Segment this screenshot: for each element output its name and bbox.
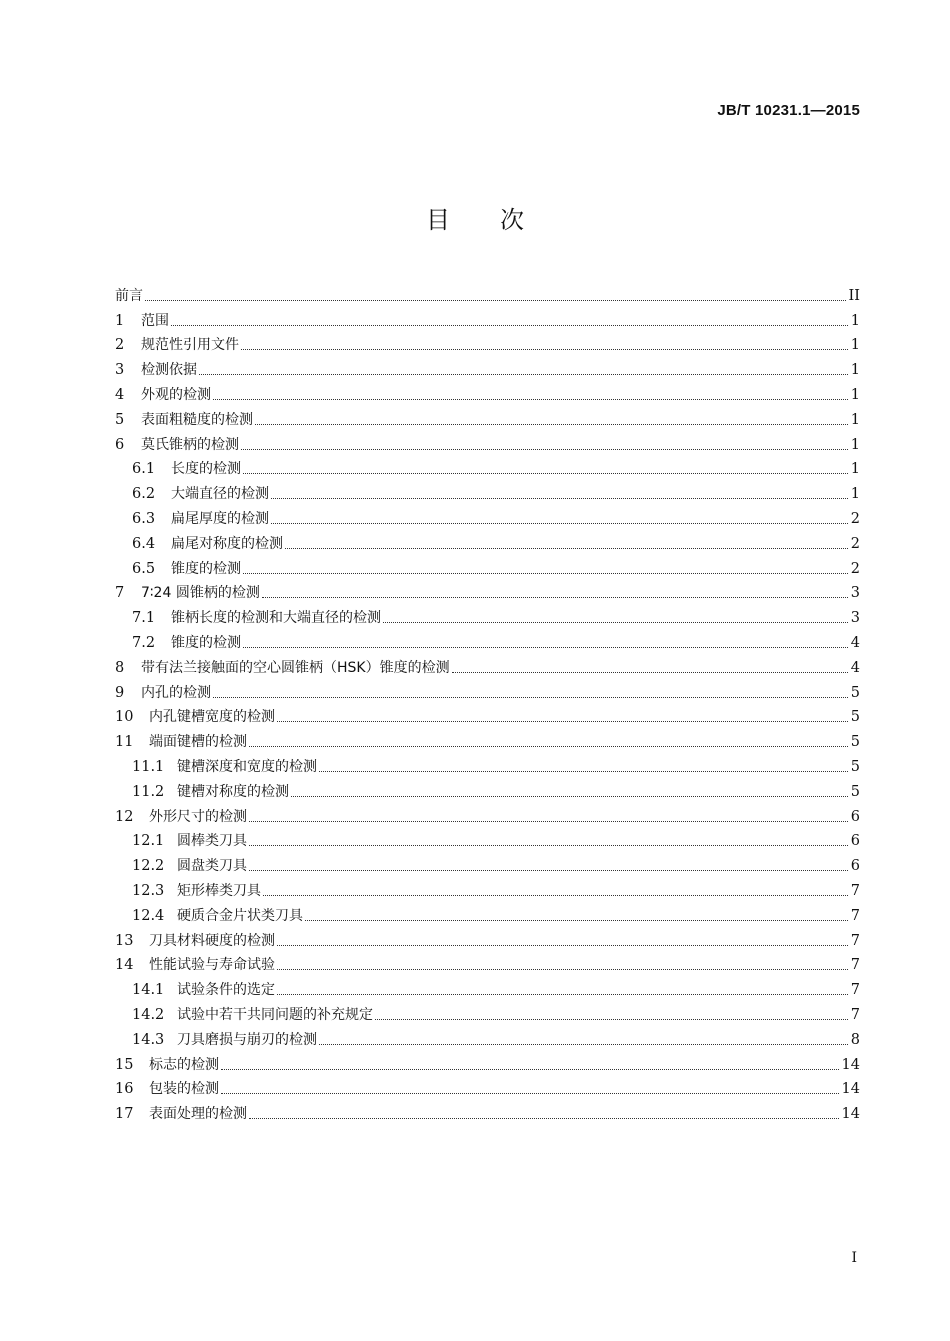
toc-entry-title: 扁尾对称度的检测 bbox=[171, 535, 283, 552]
toc-dot-leader bbox=[291, 796, 848, 797]
toc-dot-leader bbox=[375, 1019, 848, 1020]
toc-dot-leader bbox=[319, 771, 848, 772]
toc-entry[interactable] bbox=[115, 627, 860, 652]
toc-entry-number: 14.3 bbox=[132, 1031, 165, 1048]
toc-entry[interactable] bbox=[115, 305, 860, 330]
toc-entry-page: 1 bbox=[850, 486, 860, 503]
toc-entry[interactable] bbox=[115, 454, 860, 479]
toc-dot-leader bbox=[277, 721, 848, 722]
toc-entry-page: 2 bbox=[850, 560, 860, 577]
toc-dot-leader bbox=[249, 821, 848, 822]
toc-dot-leader bbox=[213, 399, 848, 400]
toc-entry[interactable] bbox=[115, 677, 860, 702]
toc-entry-page: 7 bbox=[850, 907, 860, 924]
toc-entry-title: 标志的检测 bbox=[149, 1056, 219, 1073]
toc-entry[interactable] bbox=[115, 875, 860, 900]
toc-entry-title: 圆盘类刀具 bbox=[177, 858, 247, 875]
toc-entry-title: 内孔的检测 bbox=[141, 684, 211, 701]
toc-entry-page: 8 bbox=[850, 1031, 860, 1048]
toc-entry-page: 7 bbox=[850, 1006, 860, 1023]
toc-entry-title: 表面粗糙度的检测 bbox=[141, 411, 253, 428]
toc-entry-number: 1 bbox=[115, 312, 125, 329]
toc-dot-leader bbox=[243, 473, 848, 474]
toc-entry-title: 矩形棒类刀具 bbox=[177, 882, 261, 899]
toc-entry[interactable] bbox=[115, 950, 860, 975]
toc-entry-page: 1 bbox=[850, 337, 860, 354]
toc-entry-number: 11.2 bbox=[132, 783, 165, 800]
toc-entry[interactable] bbox=[115, 974, 860, 999]
toc-entry-number: 4 bbox=[115, 386, 125, 403]
toc-entry-page: 5 bbox=[850, 734, 860, 751]
toc-entry-page: 5 bbox=[850, 709, 860, 726]
toc-entry-title: 端面键槽的检测 bbox=[149, 734, 247, 751]
toc-dot-leader bbox=[277, 994, 848, 995]
toc-dot-leader bbox=[249, 746, 848, 747]
toc-entry-title: 试验中若干共同问题的补充规定 bbox=[177, 1006, 373, 1023]
toc-entry-page: 6 bbox=[850, 858, 860, 875]
toc-entry-page: 2 bbox=[850, 535, 860, 552]
toc-entry-title: 键槽对称度的检测 bbox=[177, 783, 289, 800]
toc-dot-leader bbox=[277, 969, 848, 970]
toc-entry-title: 大端直径的检测 bbox=[171, 486, 269, 503]
toc-entry-page: 4 bbox=[850, 634, 860, 651]
toc-entry-number: 14 bbox=[115, 957, 134, 974]
toc-entry-number: 13 bbox=[115, 932, 134, 949]
toc-entry-title: 规范性引用文件 bbox=[141, 337, 239, 354]
toc-entry-page: 7 bbox=[850, 982, 860, 999]
toc-entry[interactable] bbox=[115, 330, 860, 355]
toc-entry-title: 刀具磨损与崩刃的检测 bbox=[177, 1031, 317, 1048]
toc-entry-title: 范围 bbox=[141, 312, 169, 329]
toc-dot-leader bbox=[221, 1093, 839, 1094]
toc-dot-leader bbox=[243, 573, 848, 574]
toc-entry-page: 6 bbox=[850, 833, 860, 850]
toc-dot-leader bbox=[452, 672, 848, 673]
toc-entry[interactable] bbox=[115, 900, 860, 925]
toc-entry-title: 包装的检测 bbox=[149, 1081, 219, 1098]
toc-entry-page: 6 bbox=[850, 808, 860, 825]
toc-entry-title: 刀具材料硬度的检测 bbox=[149, 932, 275, 949]
page-title: 目次 bbox=[426, 206, 574, 234]
toc-entry-title: 表面处理的检测 bbox=[149, 1106, 247, 1123]
toc-entry-page: 1 bbox=[850, 312, 860, 329]
toc-entry-page: 2 bbox=[850, 510, 860, 527]
toc-entry-title: 硬质合金片状类刀具 bbox=[177, 907, 303, 924]
toc-entry-page: 3 bbox=[850, 610, 860, 627]
toc-dot-leader bbox=[262, 597, 848, 598]
toc-entry-page: 5 bbox=[850, 758, 860, 775]
toc-entry-page: 14 bbox=[841, 1056, 860, 1073]
toc-entry-page: II bbox=[848, 287, 860, 304]
toc-entry-title: 锥度的检测 bbox=[171, 560, 241, 577]
toc-entry-page: 1 bbox=[850, 461, 860, 478]
toc-dot-leader bbox=[271, 523, 848, 524]
toc-entry-title: 外观的检测 bbox=[141, 386, 211, 403]
toc-entry[interactable] bbox=[115, 1024, 860, 1049]
toc-dot-leader bbox=[241, 449, 848, 450]
toc-dot-leader bbox=[249, 845, 848, 846]
toc-dot-leader bbox=[319, 1044, 848, 1045]
toc-entry-title: 检测依据 bbox=[141, 362, 197, 379]
toc-entry-page: 14 bbox=[841, 1106, 860, 1123]
toc-entry-page: 1 bbox=[850, 436, 860, 453]
toc-dot-leader bbox=[271, 498, 848, 499]
toc-dot-leader bbox=[249, 1118, 839, 1119]
toc-dot-leader bbox=[263, 895, 848, 896]
toc-entry[interactable] bbox=[115, 826, 860, 851]
toc-entry[interactable] bbox=[115, 478, 860, 503]
toc-entry-number: 12 bbox=[115, 808, 134, 825]
toc-entry-page: 1 bbox=[850, 411, 860, 428]
toc-entry-page: 7 bbox=[850, 957, 860, 974]
toc-dot-leader bbox=[255, 424, 848, 425]
toc-entry-number: 11 bbox=[115, 734, 134, 751]
toc-entry-title: 性能试验与寿命试验 bbox=[149, 957, 275, 974]
toc-entry-number: 8 bbox=[115, 659, 125, 676]
toc-dot-leader bbox=[145, 300, 846, 301]
toc-dot-leader bbox=[199, 374, 848, 375]
toc-dot-leader bbox=[171, 325, 848, 326]
toc-entry-title: 外形尺寸的检测 bbox=[149, 808, 247, 825]
toc-entry-title: 扁尾厚度的检测 bbox=[171, 510, 269, 527]
toc-entry-page: 4 bbox=[850, 659, 860, 676]
toc-entry-number: 7 bbox=[115, 585, 125, 602]
toc-dot-leader bbox=[383, 622, 848, 623]
document-code: JB/T 10231.1—2015 bbox=[717, 102, 860, 119]
toc-entry[interactable] bbox=[115, 999, 860, 1024]
toc-dot-leader bbox=[285, 548, 848, 549]
toc-entry[interactable] bbox=[115, 602, 860, 627]
toc-entry-number: 16 bbox=[115, 1081, 134, 1098]
toc-entry-number: 10 bbox=[115, 709, 134, 726]
toc-entry-number: 6.5 bbox=[132, 560, 156, 577]
toc-dot-leader bbox=[249, 870, 848, 871]
toc-entry-title: 莫氏锥柄的检测 bbox=[141, 436, 239, 453]
toc-entry-number: 6.1 bbox=[132, 461, 156, 478]
toc-entry-title: 锥柄长度的检测和大端直径的检测 bbox=[171, 610, 381, 627]
toc-entry-page: 14 bbox=[841, 1081, 860, 1098]
toc-entry-page: 5 bbox=[850, 783, 860, 800]
toc-entry[interactable] bbox=[115, 776, 860, 801]
toc-entry-title: 内孔键槽宽度的检测 bbox=[149, 709, 275, 726]
toc-entry-number: 15 bbox=[115, 1056, 134, 1073]
toc-entry-title: 前言 bbox=[115, 287, 143, 304]
toc-dot-leader bbox=[277, 945, 848, 946]
toc-entry-page: 1 bbox=[850, 386, 860, 403]
toc-entry-number: 14.1 bbox=[132, 982, 165, 999]
toc-entry-page: 5 bbox=[850, 684, 860, 701]
toc-entry-title: 7∶24 圆锥柄的检测 bbox=[141, 585, 260, 602]
toc-entry-number: 12.2 bbox=[132, 858, 165, 875]
table-of-contents bbox=[115, 280, 860, 1123]
toc-dot-leader bbox=[213, 697, 848, 698]
toc-entry[interactable] bbox=[115, 280, 860, 305]
toc-entry-title: 锥度的检测 bbox=[171, 634, 241, 651]
toc-entry-number: 11.1 bbox=[132, 758, 165, 775]
toc-entry-number: 12.4 bbox=[132, 907, 165, 924]
toc-entry[interactable] bbox=[115, 1049, 860, 1074]
toc-entry[interactable] bbox=[115, 578, 860, 603]
toc-entry-number: 3 bbox=[115, 362, 125, 379]
toc-entry-title: 带有法兰接触面的空心圆锥柄（HSK）锥度的检测 bbox=[141, 659, 450, 676]
toc-entry[interactable] bbox=[115, 925, 860, 950]
toc-entry-page: 7 bbox=[850, 932, 860, 949]
toc-entry-number: 17 bbox=[115, 1106, 134, 1123]
toc-entry[interactable] bbox=[115, 553, 860, 578]
toc-dot-leader bbox=[243, 647, 848, 648]
toc-entry-title: 长度的检测 bbox=[171, 461, 241, 478]
toc-entry-page: 3 bbox=[850, 585, 860, 602]
toc-entry[interactable] bbox=[115, 1098, 860, 1123]
toc-entry-number: 2 bbox=[115, 337, 125, 354]
toc-entry-title: 圆棒类刀具 bbox=[177, 833, 247, 850]
toc-entry-number: 5 bbox=[115, 411, 125, 428]
toc-entry-number: 7.1 bbox=[132, 610, 156, 627]
toc-entry-number: 6.2 bbox=[132, 486, 156, 503]
toc-entry[interactable] bbox=[115, 751, 860, 776]
toc-entry[interactable] bbox=[115, 801, 860, 826]
toc-entry-number: 6 bbox=[115, 436, 125, 453]
page-number: I bbox=[851, 1250, 857, 1266]
toc-entry[interactable] bbox=[115, 1074, 860, 1099]
toc-entry[interactable] bbox=[115, 354, 860, 379]
toc-entry-number: 12.1 bbox=[132, 833, 165, 850]
toc-entry[interactable] bbox=[115, 429, 860, 454]
toc-entry-number: 9 bbox=[115, 684, 125, 701]
toc-entry[interactable] bbox=[115, 528, 860, 553]
toc-entry[interactable] bbox=[115, 652, 860, 677]
toc-entry[interactable] bbox=[115, 503, 860, 528]
toc-entry-title: 键槽深度和宽度的检测 bbox=[177, 758, 317, 775]
toc-dot-leader bbox=[241, 349, 848, 350]
toc-entry-number: 12.3 bbox=[132, 882, 165, 899]
toc-dot-leader bbox=[305, 920, 848, 921]
toc-entry-number: 14.2 bbox=[132, 1006, 165, 1023]
toc-entry[interactable] bbox=[115, 702, 860, 727]
toc-entry-number: 6.4 bbox=[132, 535, 156, 552]
toc-entry-page: 7 bbox=[850, 882, 860, 899]
toc-entry-number: 7.2 bbox=[132, 634, 156, 651]
toc-entry-page: 1 bbox=[850, 362, 860, 379]
toc-entry-number: 6.3 bbox=[132, 510, 156, 527]
toc-entry[interactable] bbox=[115, 404, 860, 429]
toc-entry[interactable] bbox=[115, 726, 860, 751]
toc-entry-title: 试验条件的选定 bbox=[177, 982, 275, 999]
toc-entry[interactable] bbox=[115, 379, 860, 404]
toc-entry[interactable] bbox=[115, 850, 860, 875]
toc-dot-leader bbox=[221, 1069, 839, 1070]
